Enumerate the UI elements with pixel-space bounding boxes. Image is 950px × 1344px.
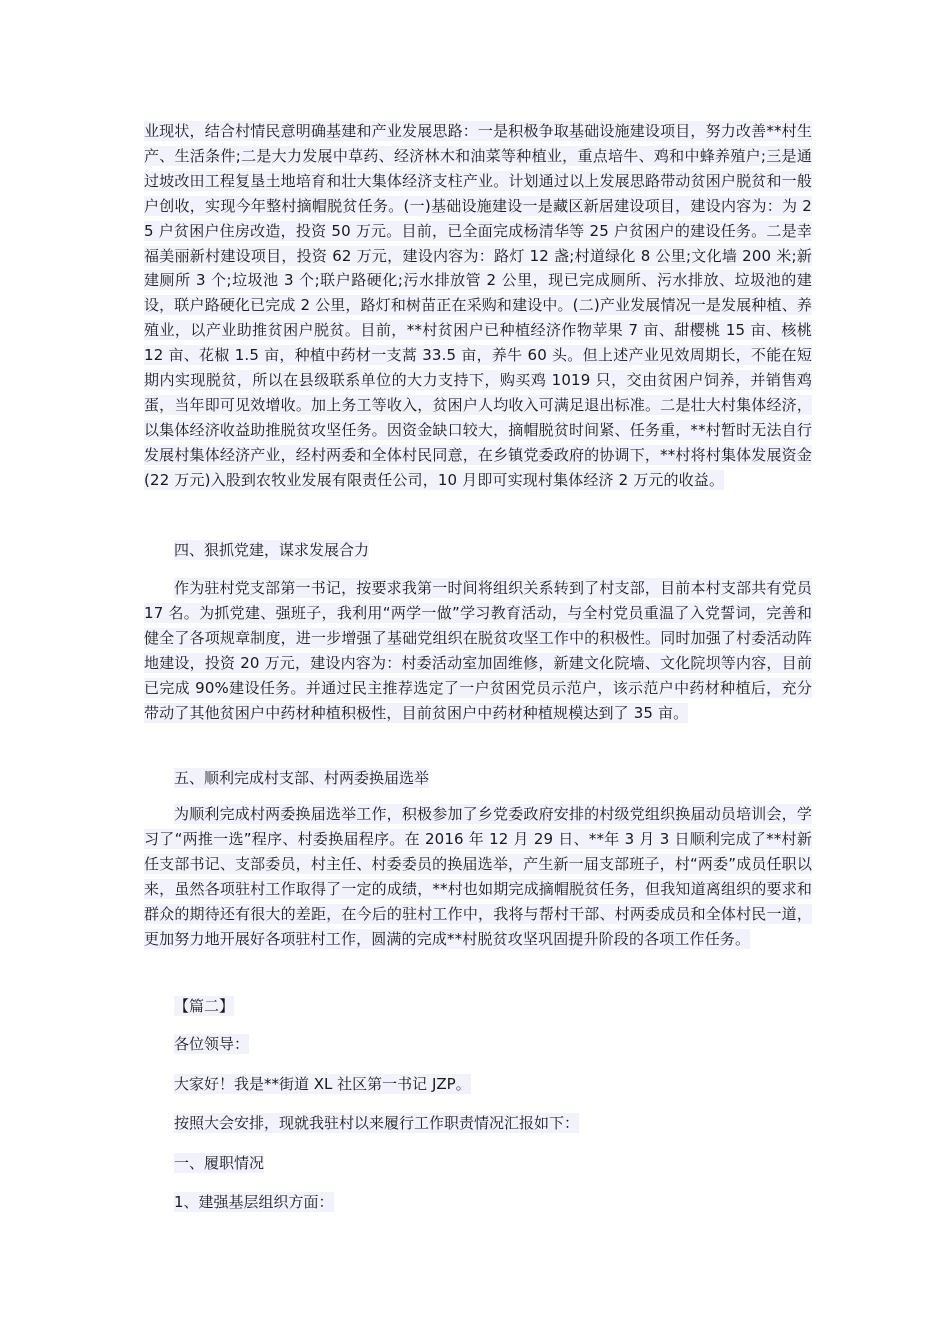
paragraph-continuation — [144, 119, 812, 493]
greeting: 大家好！我是**街道 XL 社区第一书记 JZP。 — [174, 1075, 471, 1093]
paragraph-4-text: 作为驻村党支部第一书记，按要求我第一时间将组织关系转到了村支部，目前本村支部共有党员 17 名。为抓党建、强班子，我利用“两学一做”学习教育活动，与全村党员重温了入党誓词，完善和健全了各项规章制度，进一步增强了基础党组织在脱贫攻坚工作中的积极性。同时加强了村委活动阵地建设，投资 20 万元，建设内容为：村委活动室加固维修，新建文化院墙、文化院坝等内容，目前已完成 90%建设任务。并通过民主推荐选定了一户贫困党员示范户，该示范户中药材种植后，充分带动了其他贫困户中药材种植积极性，目前贫困户中药材种植规模达到了 35 亩。 — [144, 579, 812, 722]
section-marker: 【篇二】 — [174, 997, 235, 1015]
section-heading-4: 四、狠抓党建，谋求发展合力 — [174, 541, 370, 559]
paragraph-5 — [144, 802, 812, 951]
paragraph-4 — [144, 576, 812, 725]
subheading-1: 1、建强基层组织方面： — [174, 1193, 334, 1211]
section-heading-1: 一、履职情况 — [174, 1154, 265, 1172]
paragraph-5-text: 为顺利完成村两委换届选举工作，积极参加了乡党委政府安排的村级党组织换届动员培训会，学习了“两推一选”程序、村委换届程序。在 2016 年 12 月 29 日、**年 3 月 3 日顺利完成了**村新任支部书记、支部委员，村主任、村委委员的换届选举，产生新一届支部班子，村“两委”成员任职以来，虽然各项驻村工作取得了一定的成绩，**村也如期完成摘帽脱贫任务，但我知道离组织的要求和群众的期待还有很大的差距，在今后的驻村工作中，我将与帮村干部、村两委成员和全体村民一道，更加努力地开展好各项驻村工作，圆满的完成**村脱贫攻坚巩固提升阶段的各项工作任务。 — [144, 805, 812, 948]
intro-line: 按照大会安排，现就我驻村以来履行工作职责情况汇报如下： — [174, 1114, 580, 1132]
paragraph-continuation-text: 业现状，结合村情民意明确基建和产业发展思路：一是积极争取基础设施建设项目，努力改善**村生产、生活条件;二是大力发展中草药、经济林木和油菜等种植业，重点培牛、鸡和中蜂养殖户;三是通过坡改田工程复垦土地培育和壮大集体经济支柱产业。计划通过以上发展思路带动贫困户脱贫和一般户创收，实现今年整村摘帽脱贫任务。(一)基础设施建设一是藏区新居建设项目，建设内容为：为 25 户贫困户住房改造，投资 50 万元。目前，已全面完成杨清华等 25 户贫困户的建设任务。二是幸福美丽新村建设项目，投资 62 万元，建设内容为：路灯 12 盏;村道绿化 8 公里;文化墙 200 米;新建厕所 3 个;垃圾池 3 个;联户路硬化;污水排放管 2 公里，现已完成厕所、污水排放、垃圾池的建设，联户路硬化已完成 2 公里，路灯和树苗正在采购和建设中。(二)产业发展情况一是发展种植、养殖业，以产业助推贫困户脱贫。目前，**村贫困户已种植经济作物苹果 7 亩、甜樱桃 15 亩、核桃 12 亩、花椒 1.5 亩，种植中药材一支蒿 33.5 亩，养牛 60 头。但上述产业见效周期长，不能在短期内实现脱贫，所以在县级联系单位的大力支持下，购买鸡 1019 只，交由贫困户饲养，并销售鸡蛋，当年即可见效增收。加上务工等收入，贫困户人均收入可满足退出标准。二是壮大村集体经济，以集体经济收益助推脱贫攻坚任务。因资金缺口较大，摘帽脱贫时间紧、任务重，**村暂时无法自行发展村集体经济产业，经村两委和全体村民同意，在乡镇党委政府的协调下，**村将村集体发展资金(22 万元)入股到农牧业发展有限责任公司，10 月即可实现村集体经济 2 万元的收益。 — [144, 122, 812, 489]
section-heading-5: 五、顺利完成村支部、村两委换届选举 — [174, 769, 430, 787]
salutation: 各位领导： — [174, 1035, 250, 1053]
